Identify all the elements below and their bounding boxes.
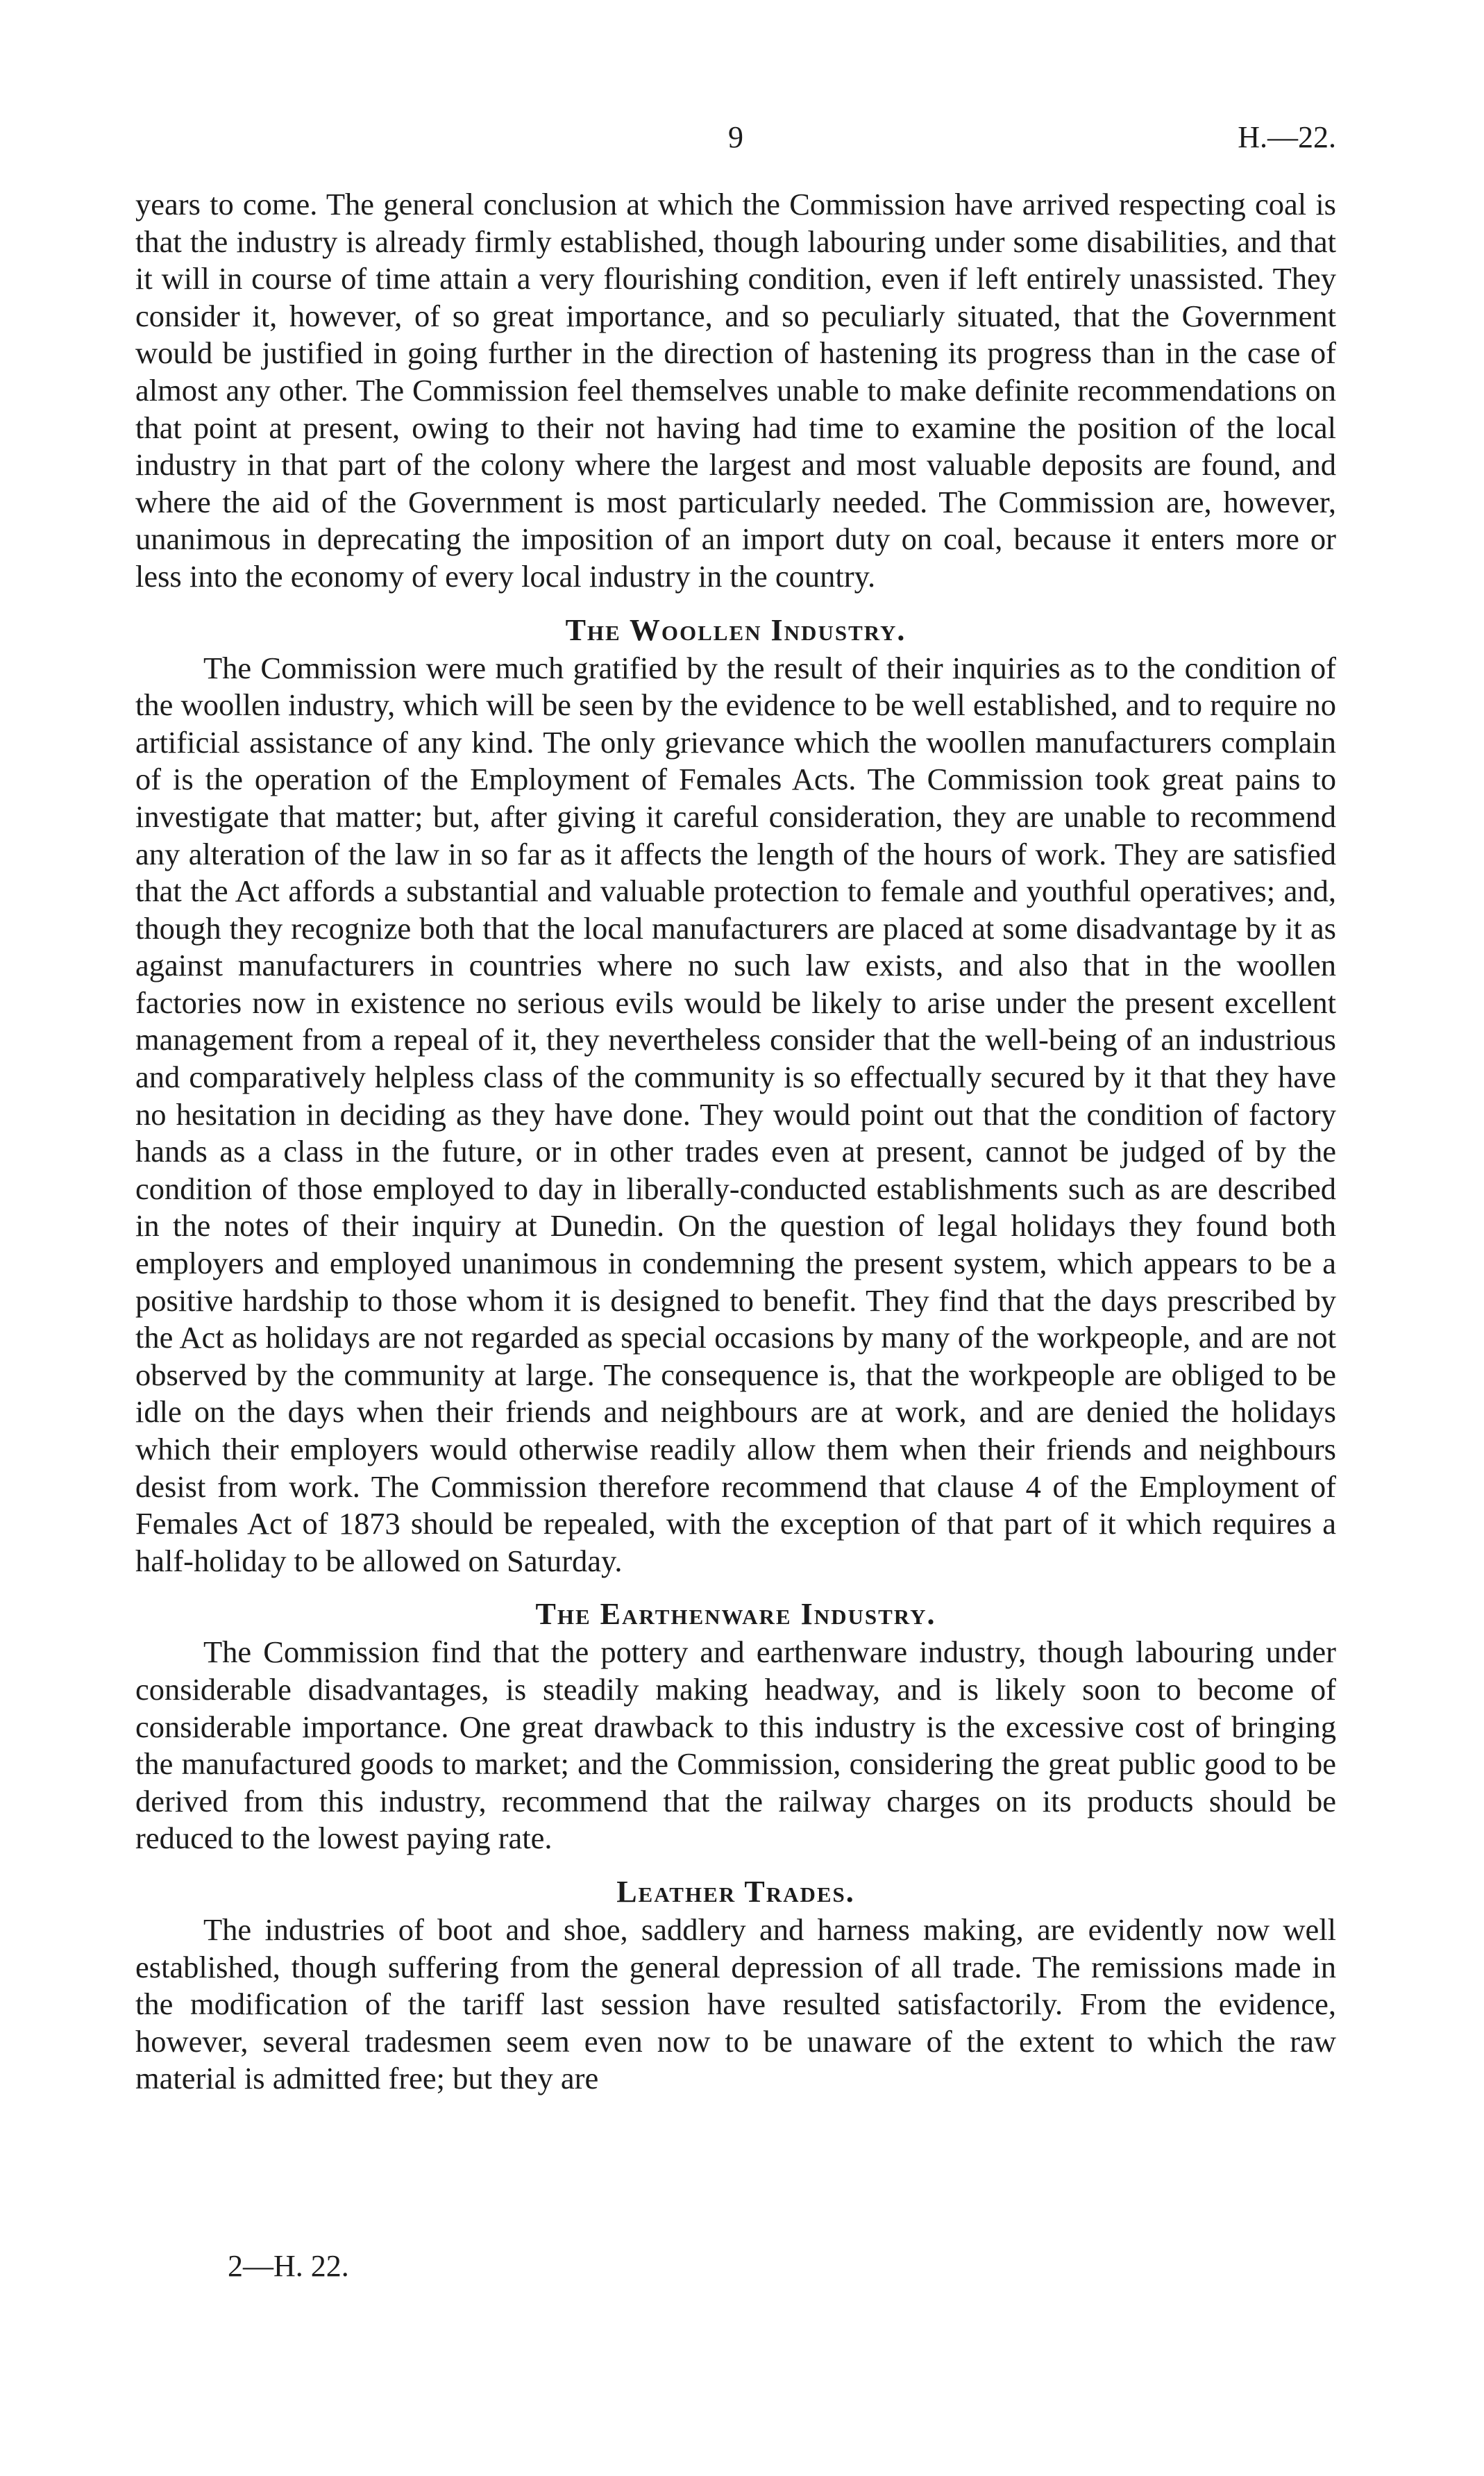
page-header [135,119,1336,161]
body-text [135,186,1336,2098]
page-number: 9 [728,120,743,154]
signature-mark: 2—H. 22. [228,2249,349,2283]
paragraph-earthenware-industry: The Commission find that the pottery and earthenware industry, though labouring under considerable disadvantages, is steadily making headway, and is likely soon to become of considerable importance. One great drawback to this industry is the excessive cost of bringing the manufactured goods to market; and the Commission, considering the great public good to be derived from this industry, recommend that the railway charges on its products should be reduced to the lowest paying rate. [135,1634,1336,1856]
paragraph-woollen-industry: The Commission were much gratified by the result of their inquiries as to the condition of the woollen industry, which will be seen by the evidence to be well established, and to require no artificial assistance of any kind. The only grievance which the woollen manufacturers complain of is the operation of the Employment of Females Acts. The Commission took great pains to investigate that matter; but, after giving it careful consideration, they are unable to recommend any alteration of the law in so far as it affects the length of the hours of work. They are satisfied that the Act affords a substantial and valuable protection to female and youthful operatives; and, though they recognize both that the local manufacturers are placed at some disadvantage by it as against manufacturers in countries where no such law exists, and also that in the woollen factories now in existence no serious evils would be likely to arise under the present excellent management from a repeal of it, they nevertheless consider that the well-being of an industrious and comparatively helpless class of the community is so effectually secured by it that they have no hesitation in deciding as they have done. They would point out that the condition of factory hands as a class in the future, or in other trades even at present, cannot be judged of by the condition of those employed to day in liberally-conducted establishments such as are described in the notes of their inquiry at Dunedin. On the question of legal holidays they found both employers and employed unanimous in condemning the present system, which appears to be a positive hardship to those whom it is designed to benefit. They find that the days prescribed by the Act as holidays are not regarded as special occasions by many of the workpeople, and are not observed by the community at large. The consequence is, that the workpeople are obliged to be idle on the days when their friends and neighbours are at work, and are denied the holidays which their employers would otherwise readily allow them when their friends and neighbours desist from work. The Commission therefore recommend that clause 4 of the Employment of Females Act of 1873 should be repealed, with the exception of that part of it which requires a half-holiday to be allowed on Saturday. [135,650,1336,1578]
document-reference: H.—22. [1238,120,1336,154]
heading-woollen-industry: The Woollen Industry. [565,612,907,647]
heading-earthenware-industry: The Earthenware Industry. [535,1597,936,1632]
heading-leather-trades: Leather Trades. [616,1874,855,1909]
paragraph-leather-trades: The industries of boot and shoe, saddlery and harness making, are evidently now well established, though suffering from the general depression of all trade. The remissions made in the modification of the tariff last session have resulted satisfactorily. From the evidence, however, several tradesmen seem even now to be unaware of the extent to which the raw material is admitted free; but they are [135,1912,1336,2096]
paragraph-coal-conclusion: years to come. The general conclusion at which the Commission have arrived respecting coal is that the industry is already firmly established, though labouring under some disabilities, and that it will in course of time attain a very flourishing condition, even if left entirely unassisted. They consider it, however, of so great importance, and so peculiarly situated, that the Government would be justified in going further in the direction of hastening its progress than in the case of almost any other. The Commission feel themselves unable to make definite recommendations on that point at present, owing to their not having had time to examine the position of the local industry in that part of the colony where the largest and most valuable deposits are found, and where the aid of the Government is most particularly needed. The Commission are, however, unanimous in deprecating the imposition of an import duty on coal, because it enters more or less into the economy of every local industry in the country. [135,187,1336,594]
